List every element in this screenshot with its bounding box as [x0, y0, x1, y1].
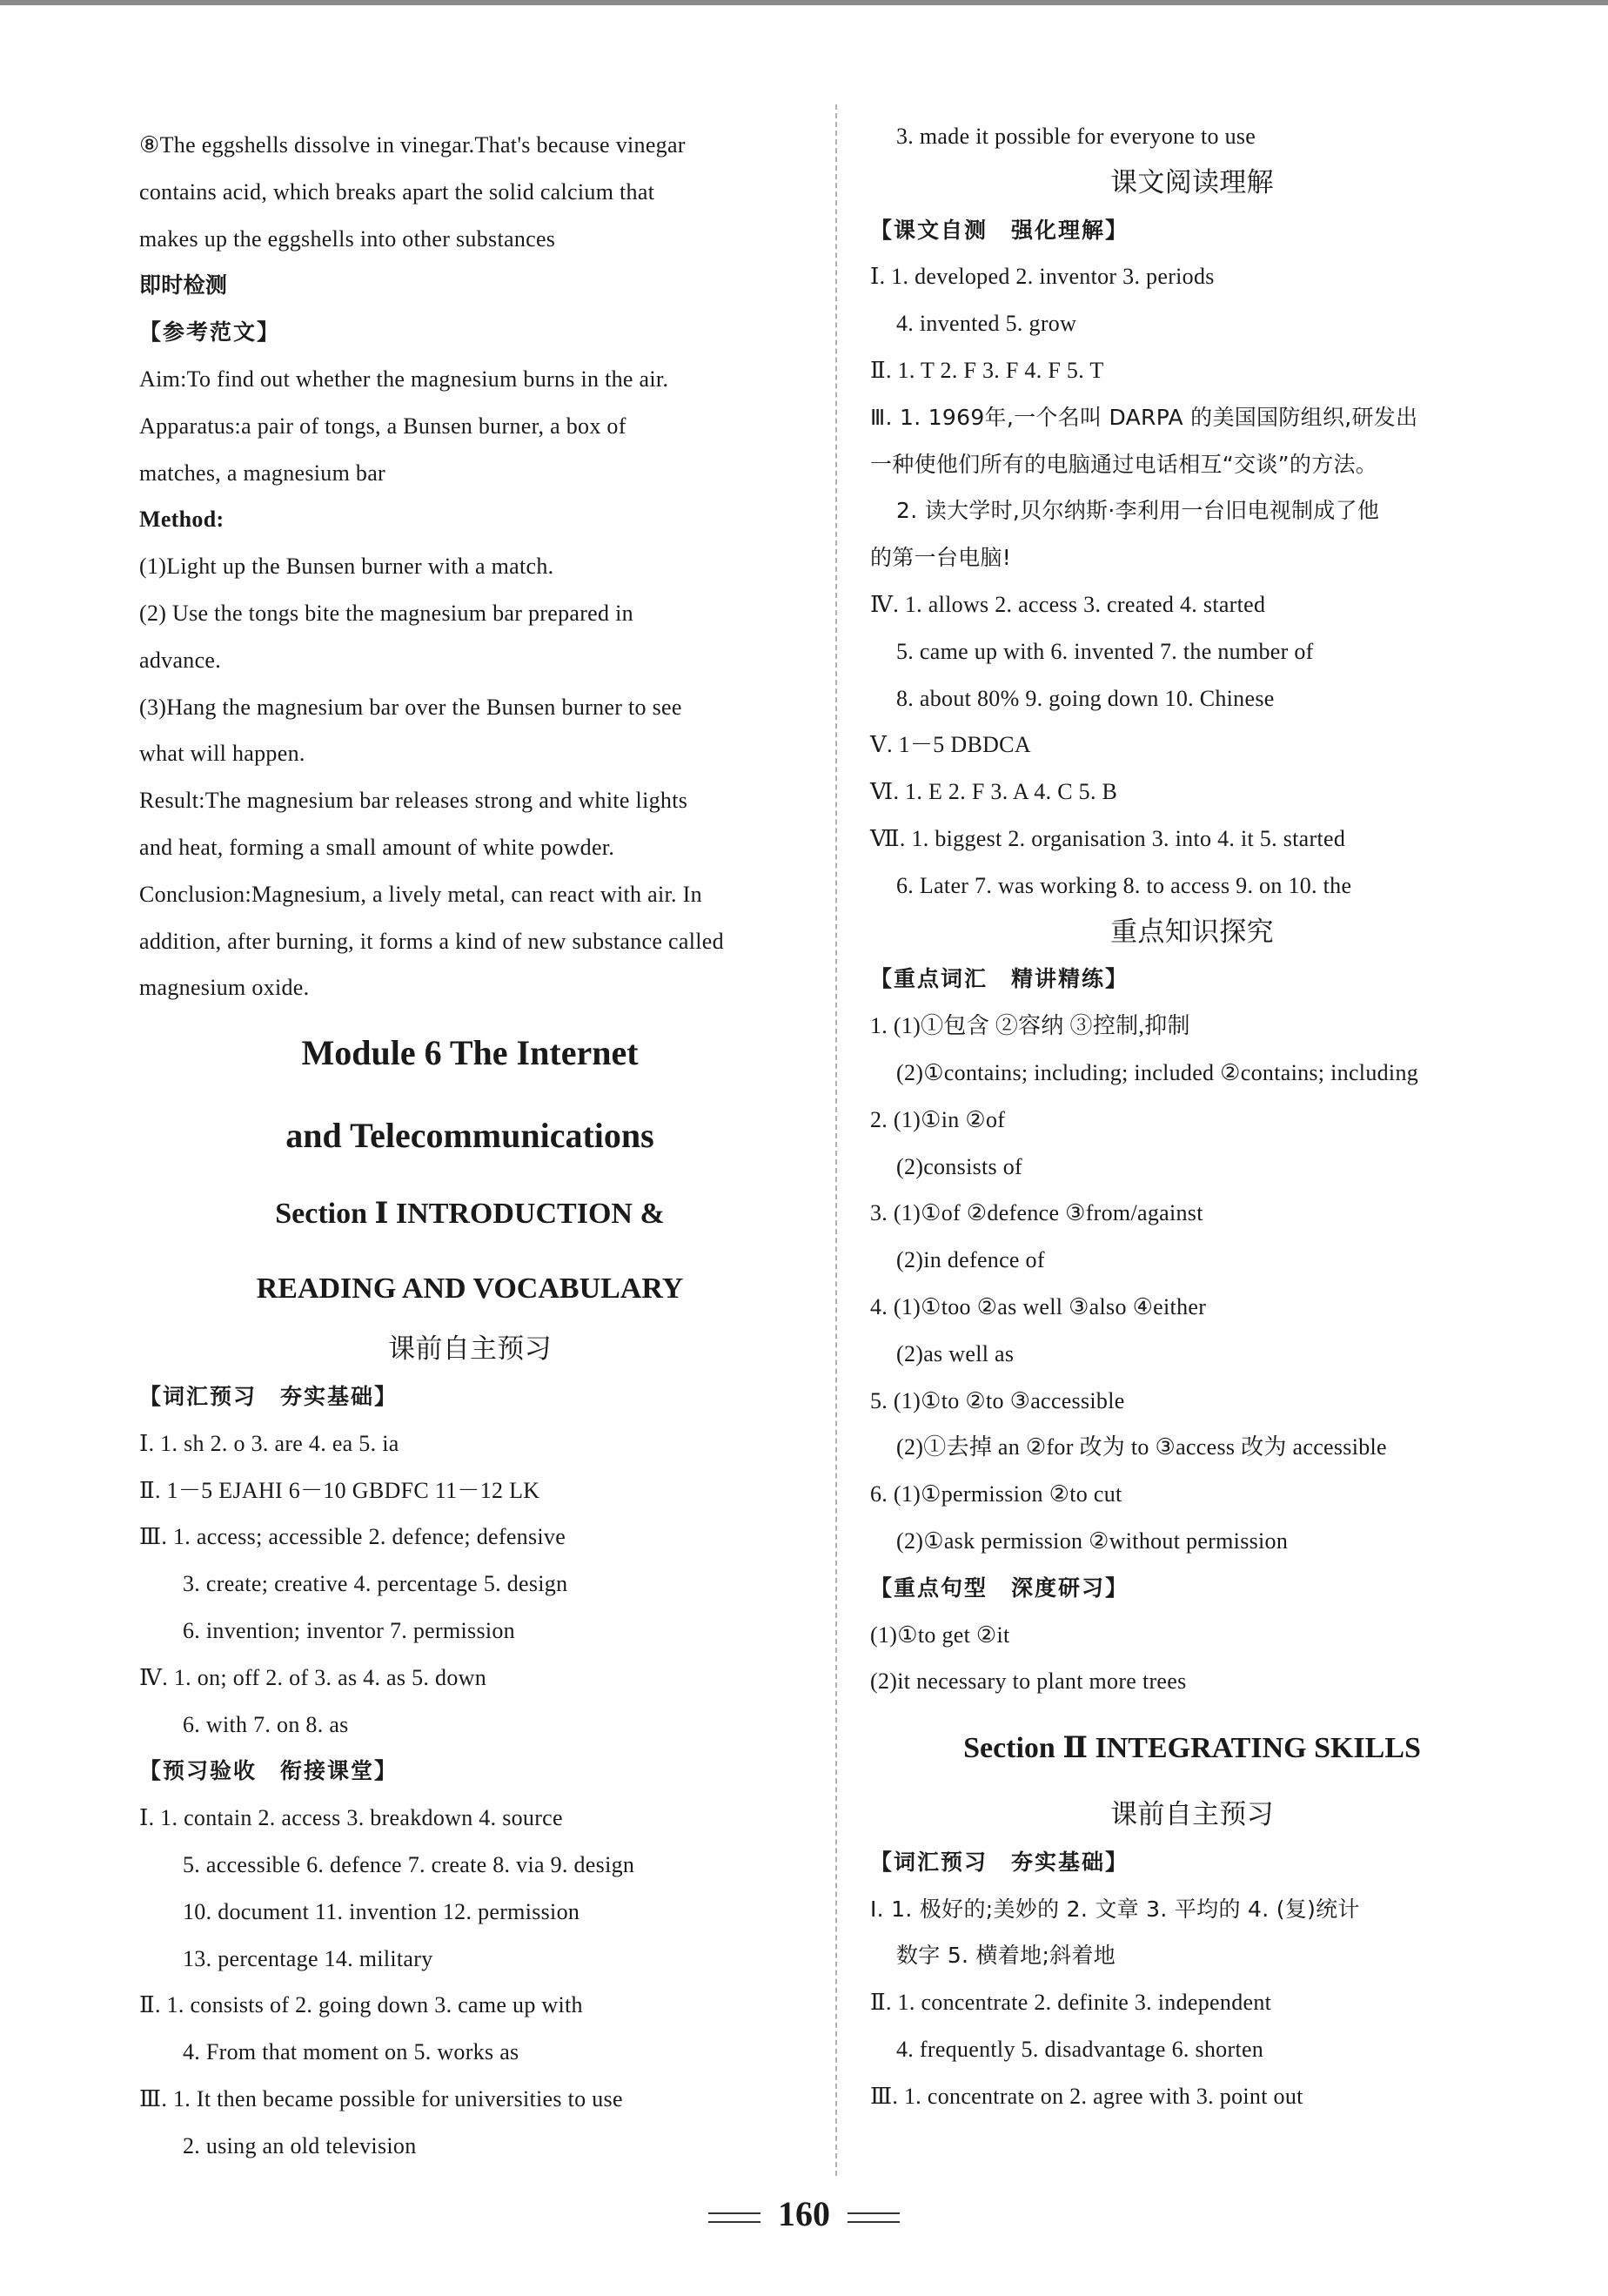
answer-line: 6. invention; inventor 7. permission: [183, 1617, 515, 1643]
answer-line: 6. Later 7. was working 8. to access 9. on 10. the: [896, 872, 1352, 898]
bracket-heading-sentence: 【重点句型 深度研习】: [870, 1574, 1129, 1601]
bracket-heading-sample: 【参考范文】: [139, 319, 281, 346]
answer-line: (2)consists of: [896, 1153, 1023, 1179]
answer-line: 8. about 80% 9. going down 10. Chinese: [896, 685, 1275, 711]
text-line: Result:The magnesium bar releases strong and white lights: [139, 788, 688, 814]
answer-line: 数字 5. 横着地;斜着地: [896, 1943, 1116, 1969]
answer-line: 4. frequently 5. disadvantage 6. shorten: [896, 2037, 1264, 2063]
answer-line: Ⅰ. 1. contain 2. access 3. breakdown 4. source: [139, 1805, 563, 1831]
answer-line: Ⅰ. 1. developed 2. inventor 3. periods: [870, 264, 1215, 290]
text-line: Method:: [139, 507, 224, 533]
answer-line: 的第一台电脑!: [870, 545, 1012, 571]
answer-line: Ⅲ. 1. access; accessible 2. defence; defensive: [139, 1524, 566, 1550]
answer-line: 2. using an old television: [183, 2132, 417, 2158]
text-line: and heat, forming a small amount of white powder.: [139, 834, 615, 860]
heading-preview: 课前自主预习: [388, 1333, 552, 1366]
answer-line: Ⅲ. 1. concentrate on 2. agree with 3. point out: [870, 2083, 1303, 2109]
text-line: advance.: [139, 647, 222, 673]
answer-line: (2)①contains; including; included ②contains; including: [896, 1059, 1419, 1085]
answer-line: 3. made it possible for everyone to use: [896, 124, 1256, 149]
answer-line: 2. (1)①in ②of: [870, 1106, 1006, 1132]
answer-line: 4. From that moment on 5. works as: [183, 2039, 519, 2065]
bracket-heading-test: 【课文自测 强化理解】: [870, 217, 1129, 243]
answer-line: 10. document 11. invention 12. permission: [183, 1898, 580, 1924]
answer-line: 6. (1)①permission ②to cut: [870, 1481, 1122, 1507]
answer-line: 一种使他们所有的电脑通过电话相互“交谈”的方法。: [870, 451, 1378, 477]
answer-line: 3. (1)①of ②defence ③from/against: [870, 1200, 1203, 1226]
bracket-heading-vocab: 【词汇预习 夯实基础】: [870, 1849, 1129, 1875]
answer-line: Ⅳ. 1. on; off 2. of 3. as 4. as 5. down: [139, 1664, 486, 1690]
answer-line: Ⅱ. 1. concentrate 2. definite 3. independent: [870, 1990, 1272, 2016]
page-number-ornament: [708, 2212, 760, 2223]
page-number: [0, 2193, 1608, 2234]
right-column: [870, 113, 1514, 2120]
top-border: [0, 0, 1608, 5]
answer-line: (2)①去掉 an ②for 改为 to ③access 改为 accessible: [896, 1434, 1387, 1460]
answer-line: Ⅳ. 1. allows 2. access 3. created 4. started: [870, 591, 1266, 617]
text-line: Aim:To find out whether the magnesium burns in the air.: [139, 366, 669, 392]
text-line: makes up the eggshells into other substances: [139, 225, 556, 252]
answer-line: 5. (1)①to ②to ③accessible: [870, 1387, 1125, 1413]
subheading-instant-check: 即时检测: [139, 272, 228, 299]
answer-line: (2)as well as: [896, 1340, 1015, 1366]
answer-line: 2. 读大学时,贝尔纳斯·李利用一台旧电视制成了他: [896, 498, 1380, 524]
answer-line: (1)①to get ②it: [870, 1621, 1010, 1648]
answer-line: Ⅵ. 1. E 2. F 3. A 4. C 5. B: [870, 779, 1118, 805]
column-divider: [835, 104, 837, 2176]
text-line: Conclusion:Magnesium, a lively metal, can react with air. In: [139, 881, 702, 907]
bracket-heading-vocab: 【词汇预习 夯实基础】: [139, 1383, 399, 1409]
answer-line: (2)it necessary to plant more trees: [870, 1668, 1187, 1695]
answer-line: Ⅴ. 1－5 DBDCA: [870, 732, 1031, 758]
answer-line: Ⅱ. 1. T 2. F 3. F 4. F 5. T: [870, 357, 1104, 383]
answer-line: Ⅱ. 1－5 EJAHI 6－10 GBDFC 11－12 LK: [139, 1477, 540, 1503]
answer-line: (2)in defence of: [896, 1247, 1045, 1273]
text-line: (2) Use the tongs bite the magnesium bar prepared in: [139, 600, 633, 626]
text-line: (3)Hang the magnesium bar over the Bunsen burner to see: [139, 694, 682, 720]
answer-line: 6. with 7. on 8. as: [183, 1711, 349, 1737]
text-line: matches, a magnesium bar: [139, 460, 385, 486]
text-line: Apparatus:a pair of tongs, a Bunsen burner, a box of: [139, 413, 626, 439]
heading-preview: 课前自主预习: [1110, 1799, 1274, 1831]
answer-line: Ⅶ. 1. biggest 2. organisation 3. into 4. it 5. started: [870, 825, 1346, 851]
page-number-text: 160: [778, 2194, 830, 2233]
answer-line: 13. percentage 14. military: [183, 1945, 433, 1971]
answer-line: 1. (1)①包含 ②容纳 ③控制,抑制: [870, 1013, 1190, 1039]
answer-line: Ⅰ. 1. sh 2. o 3. are 4. ea 5. ia: [139, 1430, 399, 1456]
answer-line: 4. (1)①too ②as well ③also ④either: [870, 1293, 1207, 1319]
section-title: Section Ⅱ INTEGRATING SKILLS: [963, 1732, 1421, 1765]
answer-line: (2)①ask permission ②without permission: [896, 1527, 1289, 1554]
answer-line: Ⅱ. 1. consists of 2. going down 3. came up with: [139, 1992, 583, 2018]
text-line: ⑧The eggshells dissolve in vinegar.That's because vinegar: [139, 132, 686, 158]
answer-line: Ⅰ. 1. 极好的;美妙的 2. 文章 3. 平均的 4. (复)统计: [870, 1896, 1360, 1922]
bracket-heading-words: 【重点词汇 精讲精练】: [870, 966, 1129, 992]
section-title: Section Ⅰ INTRODUCTION &: [275, 1198, 665, 1231]
module-title: and Telecommunications: [285, 1116, 654, 1156]
heading-key-knowledge: 重点知识探究: [1110, 916, 1274, 948]
bracket-heading-check: 【预习验收 衔接课堂】: [139, 1758, 399, 1784]
heading-reading: 课文阅读理解: [1110, 166, 1274, 198]
text-line: (1)Light up the Bunsen burner with a match.: [139, 554, 554, 580]
page-number-ornament: [848, 2212, 900, 2223]
answer-line: Ⅲ. 1. 1969年,一个名叫 DARPA 的美国国防组织,研发出: [870, 404, 1418, 430]
text-line: magnesium oxide.: [139, 975, 310, 1001]
left-column: [139, 122, 801, 2169]
text-line: contains acid, which breaks apart the solid calcium that: [139, 178, 655, 205]
text-line: what will happen.: [139, 741, 305, 767]
module-title: Module 6 The Internet: [301, 1033, 639, 1073]
answer-line: 5. accessible 6. defence 7. create 8. via 9. design: [183, 1851, 635, 1877]
answer-line: 3. create; creative 4. percentage 5. design: [183, 1571, 568, 1597]
answer-line: 4. invented 5. grow: [896, 311, 1077, 337]
answer-line: 5. came up with 6. invented 7. the number of: [896, 638, 1314, 664]
text-line: addition, after burning, it forms a kind of new substance called: [139, 928, 724, 954]
section-title: READING AND VOCABULARY: [256, 1272, 684, 1306]
answer-line: Ⅲ. 1. It then became possible for universities to use: [139, 2085, 623, 2111]
